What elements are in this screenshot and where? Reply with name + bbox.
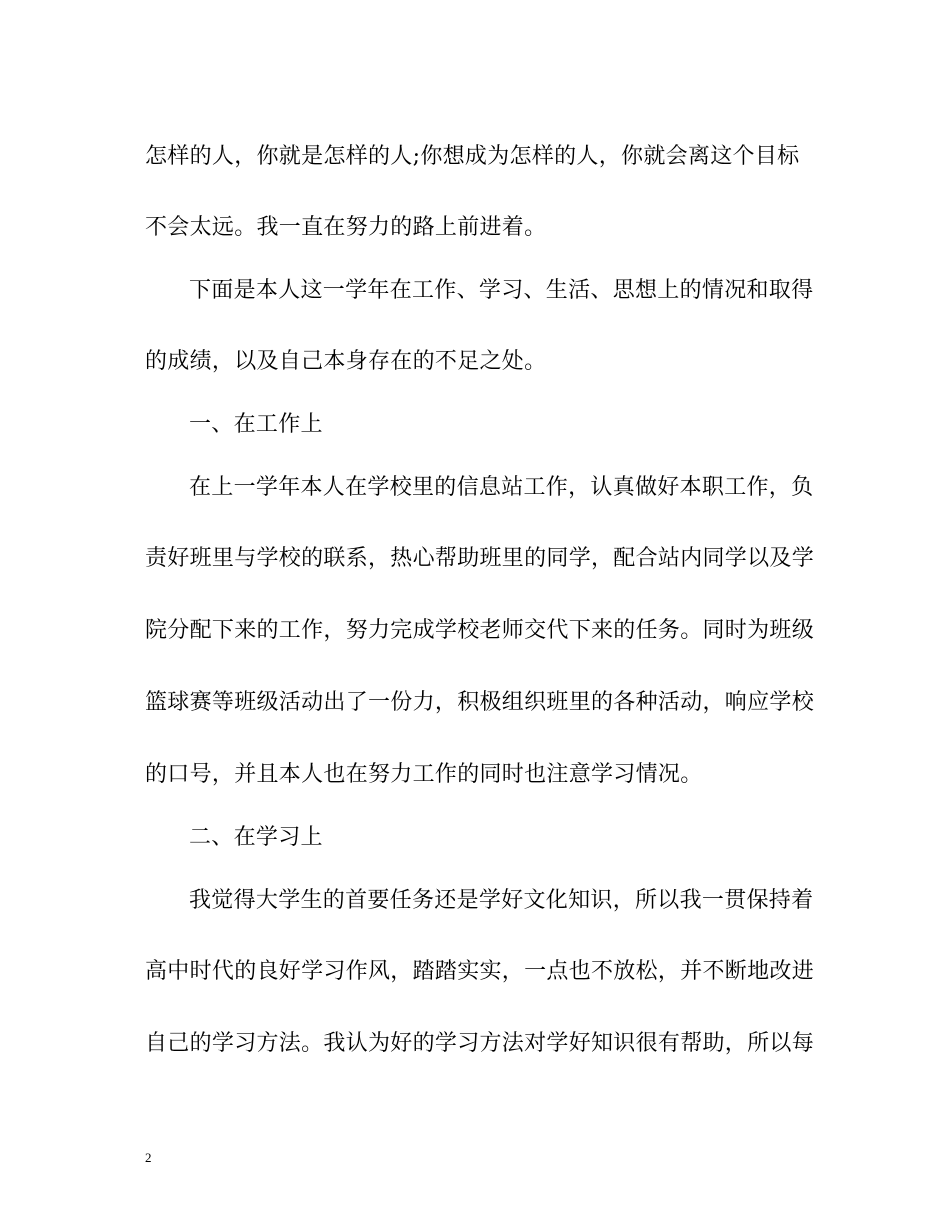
text-line: 不会太远。我一直在努力的路上前进着。 (145, 215, 547, 240)
paragraph-first-line: 下面是本人这一学年在工作、学习、生活、思想上的情况和取得 (189, 278, 814, 303)
section-heading: 二、在学习上 (189, 825, 323, 850)
text-line: 高中时代的良好学习作风，踏踏实实，一点也不放松，并不断地改进 (145, 959, 815, 984)
page-number: 2 (145, 1150, 152, 1165)
text-line: 怎样的人，你就是怎样的人;你想成为怎样的人，你就会离这个目标 (145, 144, 800, 169)
paragraph-first-line: 在上一学年本人在学校里的信息站工作，认真做好本职工作，负 (189, 475, 814, 500)
section-heading: 一、在工作上 (189, 412, 323, 437)
text-line: 责好班里与学校的联系，热心帮助班里的同学，配合站内同学以及学 (145, 546, 815, 571)
text-line: 的口号，并且本人也在努力工作的同时也注意学习情况。 (145, 762, 703, 787)
text-line: 篮球赛等班级活动出了一份力，积极组织班里的各种活动，响应学校 (145, 690, 815, 715)
text-line: 自己的学习方法。我认为好的学习方法对学好知识很有帮助，所以每 (145, 1031, 815, 1056)
paragraph-first-line: 我觉得大学生的首要任务还是学好文化知识，所以我一贯保持着 (189, 888, 814, 913)
text-line: 的成绩，以及自己本身存在的不足之处。 (145, 349, 547, 374)
text-line: 院分配下来的工作，努力完成学校老师交代下来的任务。同时为班级 (145, 618, 815, 643)
